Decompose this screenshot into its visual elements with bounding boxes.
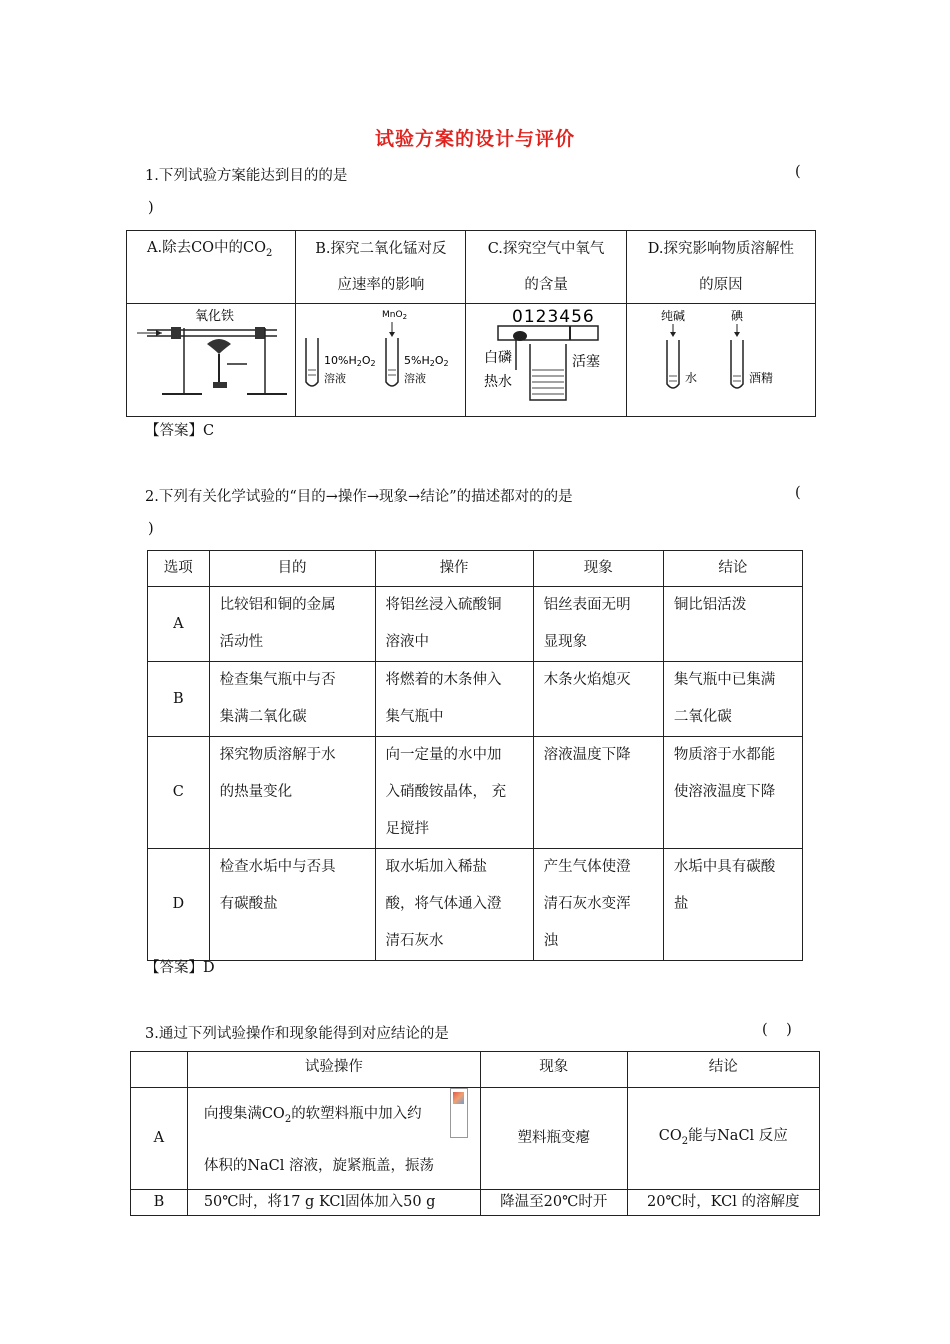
table2-header-phenomenon: 现象 <box>583 560 613 576</box>
figure-b-right-solution: 溶液 <box>404 372 427 385</box>
figure-b-mno2-sub: 2 <box>402 313 408 321</box>
figure-d-alcohol: 酒精 <box>748 371 773 385</box>
svg-text:MnO2 <box>382 310 407 321</box>
row-b-option: B <box>172 690 184 707</box>
page-title: 试验方案的设计与评价 <box>374 128 575 150</box>
figure-c-scale: 0123456 <box>512 307 596 327</box>
q3-row-a-concl-pre: CO <box>658 1127 682 1144</box>
figure-b-right-label1: 5%H <box>404 354 430 367</box>
figure-b-left-solution: 溶液 <box>324 372 347 385</box>
row-a-phen-2: 显现象 <box>543 634 588 650</box>
figure-a-apparatus <box>127 304 295 412</box>
question-2-paren-close: ) <box>148 521 154 537</box>
row-c-concl-2: 使溶液温度下降 <box>673 784 776 800</box>
row-d-op-1: 取水垢加入稀盐 <box>385 859 488 875</box>
row-d-phen-3: 浊 <box>543 933 559 949</box>
broken-image-icon <box>453 1092 464 1104</box>
question-2-stem: 2.下列有关化学试验的“目的→操作→现象→结论”的描述都对的的是 <box>145 489 573 505</box>
q3-row-b-phenomenon: 降温至20℃时开 <box>500 1193 608 1210</box>
question-1-stem: 1.下列试验方案能达到目的的是 <box>145 168 348 184</box>
q3-row-b-conclusion: 20℃时，KCl 的溶解度 <box>647 1193 800 1210</box>
row-d-purpose-2: 有碳酸盐 <box>219 896 278 912</box>
table3-header-conclusion: 结论 <box>708 1059 738 1075</box>
table2-header-option: 选项 <box>163 560 193 576</box>
row-a-purpose-1: 比较铝和铜的金属 <box>219 597 336 613</box>
row-b-concl-2: 二氧化碳 <box>673 709 732 725</box>
row-b-op-1: 将燃着的木条伸入 <box>385 672 502 688</box>
q3-row-a-phenomenon: 塑料瓶变瘪 <box>517 1129 590 1146</box>
figure-d-water: 水 <box>684 371 697 385</box>
q3-row-b-option: B <box>153 1193 165 1210</box>
row-d-option: D <box>172 896 185 912</box>
figure-d-iodine: 碘 <box>730 309 743 323</box>
row-d-phen-2: 清石灰水变浑 <box>543 896 631 912</box>
table-row <box>148 849 803 961</box>
svg-text:5%H2O2: 5%H2O2 <box>404 354 449 368</box>
row-d-phen-1: 产生气体使澄 <box>543 859 631 875</box>
question-3-stem: 3.通过下列试验操作和现象能得到对应结论的是 <box>145 1026 449 1042</box>
row-c-concl-1: 物质溶于水都能 <box>673 747 776 763</box>
q3-row-a-op-pre: 向搜集满CO <box>203 1106 285 1122</box>
option-d-line2: 的原因 <box>699 277 743 293</box>
figure-b-test-tubes <box>296 304 465 412</box>
row-c-op-2: 入硝酸铵晶体， 充 <box>385 784 507 800</box>
option-a-cell <box>127 231 296 304</box>
row-d-op-2: 酸，将气体通入澄 <box>385 896 502 912</box>
table-row <box>131 1088 820 1190</box>
figure-a-label: 氧化铁 <box>195 309 235 324</box>
row-b-purpose-2: 集满二氧化碳 <box>219 709 307 725</box>
svg-text:10%H2O2: 10%H2O2 <box>324 354 376 368</box>
row-c-purpose-1: 探究物质溶解于水 <box>219 747 336 763</box>
row-b-op-2: 集气瓶中 <box>385 709 444 725</box>
q3-row-a-concl-post: 能与NaCl 反应 <box>688 1127 788 1144</box>
figure-b-left-label2: O <box>362 354 371 367</box>
figure-b-right-label2: O <box>435 354 444 367</box>
row-d-concl-2: 盐 <box>673 896 689 912</box>
table3-header-phenomenon: 现象 <box>539 1059 569 1075</box>
option-a-text: A.除去CO中的CO <box>147 240 267 256</box>
option-d-line1: D.探究影响物质溶解性 <box>647 241 794 257</box>
q3-row-a-option: A <box>153 1129 165 1146</box>
q3-row-a-op-sub: 2 <box>284 1113 292 1125</box>
row-d-op-3: 清石灰水 <box>385 933 444 949</box>
figure-b-cell <box>296 304 466 417</box>
question-2-answer: 【答案】D <box>145 960 215 976</box>
figure-d-soda: 纯碱 <box>660 309 685 323</box>
figure-c-hot-water: 热水 <box>484 374 513 390</box>
option-c-cell <box>466 231 626 304</box>
option-c-line2: 的含量 <box>524 277 568 293</box>
option-b-cell <box>296 231 466 304</box>
table2-header-conclusion: 结论 <box>718 560 748 576</box>
figure-c-cell <box>466 304 626 417</box>
table2-header-purpose: 目的 <box>277 560 307 576</box>
row-a-phen-1: 铝丝表面无明 <box>543 597 631 613</box>
option-d-cell <box>626 231 815 304</box>
question-2-table <box>147 550 803 961</box>
row-c-phen-1: 溶液温度下降 <box>543 747 631 763</box>
figure-b-mno2: MnO <box>382 310 403 320</box>
question-1-paren-open: ( <box>795 164 801 180</box>
figure-d-test-tubes <box>627 304 815 412</box>
question-3-table <box>130 1051 820 1216</box>
option-b-line1: B.探究二氧化锰对反 <box>315 241 447 257</box>
table2-header-operation: 操作 <box>439 560 469 576</box>
question-1-table <box>126 230 816 417</box>
table3-header-operation: 试验操作 <box>304 1059 363 1075</box>
option-b-line2: 应速率的影响 <box>337 277 425 293</box>
option-a-sub: 2 <box>266 247 273 259</box>
row-b-phen-1: 木条火焰熄灭 <box>543 672 631 688</box>
row-b-concl-1: 集气瓶中已集满 <box>673 672 776 688</box>
table-row <box>131 1189 820 1215</box>
row-a-op-2: 溶液中 <box>385 634 430 650</box>
question-2-paren-open: ( <box>795 485 801 501</box>
fraction-image-placeholder <box>450 1088 468 1138</box>
row-c-option: C <box>172 784 184 800</box>
question-1-answer: 【答案】C <box>145 423 215 439</box>
row-b-purpose-1: 检查集气瓶中与否 <box>219 672 336 688</box>
row-a-op-1: 将铝丝浸入硫酸铜 <box>385 597 502 613</box>
row-a-concl-1: 铜比铝活泼 <box>673 597 747 613</box>
table-row <box>148 737 803 849</box>
row-c-op-1: 向一定量的水中加 <box>385 747 502 763</box>
figure-c-white-phosphorus: 白磷 <box>484 350 513 366</box>
row-a-purpose-2: 活动性 <box>219 634 264 650</box>
table-row <box>148 662 803 737</box>
figure-d-cell <box>626 304 815 417</box>
q3-row-b-op: 50℃时，将17 g KCl固体加入50 g <box>203 1193 436 1210</box>
figure-b-left-label1: 10%H <box>324 354 357 367</box>
question-3-paren: ( ) <box>762 1022 792 1038</box>
table-row <box>148 587 803 662</box>
figure-c-piston: 活塞 <box>572 354 601 370</box>
row-d-purpose-1: 检查水垢中与否具 <box>219 859 336 875</box>
q3-row-a-concl-sub: 2 <box>681 1135 689 1147</box>
figure-a-cell <box>127 304 296 417</box>
q3-row-a-op-line2: 体积的NaCl 溶液，旋紧瓶盖，振荡 <box>203 1157 435 1174</box>
question-1-paren-close: ) <box>148 200 154 216</box>
row-c-op-3: 足搅拌 <box>385 821 430 837</box>
figure-c-apparatus <box>466 304 625 412</box>
q3-row-a-op-post: 的软塑料瓶中加入约 <box>291 1106 422 1122</box>
option-c-line1: C.探究空气中氧气 <box>487 241 605 257</box>
row-c-purpose-2: 的热量变化 <box>219 784 293 800</box>
row-d-concl-1: 水垢中具有碳酸 <box>673 859 776 875</box>
row-a-option: A <box>173 615 184 632</box>
